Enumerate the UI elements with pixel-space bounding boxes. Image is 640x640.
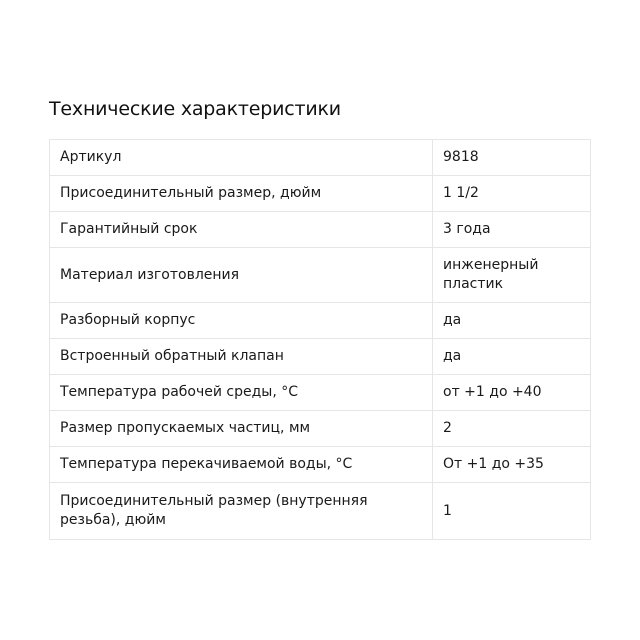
spec-name: Разборный корпус [50, 303, 433, 339]
table-row [50, 303, 591, 339]
spec-value: 1 1/2 [433, 176, 591, 212]
section-title: Технические характеристики [49, 98, 341, 120]
table-row [50, 447, 591, 483]
spec-name: Температура перекачиваемой воды, °C [50, 447, 433, 483]
table-row [50, 176, 591, 212]
table-row [50, 248, 591, 303]
spec-value: 9818 [433, 140, 591, 176]
spec-name: Присоединительный размер (внутренняя резьба), дюйм [50, 483, 433, 540]
spec-value: инженерный пластик [433, 248, 591, 303]
spec-value: да [433, 303, 591, 339]
table-row [50, 483, 591, 540]
spec-value: от +1 до +40 [433, 375, 591, 411]
table-row [50, 411, 591, 447]
spec-name: Размер пропускаемых частиц, мм [50, 411, 433, 447]
table-row [50, 375, 591, 411]
table-row [50, 339, 591, 375]
spec-value: 3 года [433, 212, 591, 248]
spec-name: Гарантийный срок [50, 212, 433, 248]
spec-name: Температура рабочей среды, °C [50, 375, 433, 411]
spec-value: 2 [433, 411, 591, 447]
specs-table [49, 139, 591, 540]
table-row [50, 212, 591, 248]
spec-value: 1 [433, 483, 591, 540]
spec-name: Присоединительный размер, дюйм [50, 176, 433, 212]
spec-value: да [433, 339, 591, 375]
spec-name: Материал изготовления [50, 248, 433, 303]
spec-name: Встроенный обратный клапан [50, 339, 433, 375]
spec-value: От +1 до +35 [433, 447, 591, 483]
spec-name: Артикул [50, 140, 433, 176]
table-row [50, 140, 591, 176]
